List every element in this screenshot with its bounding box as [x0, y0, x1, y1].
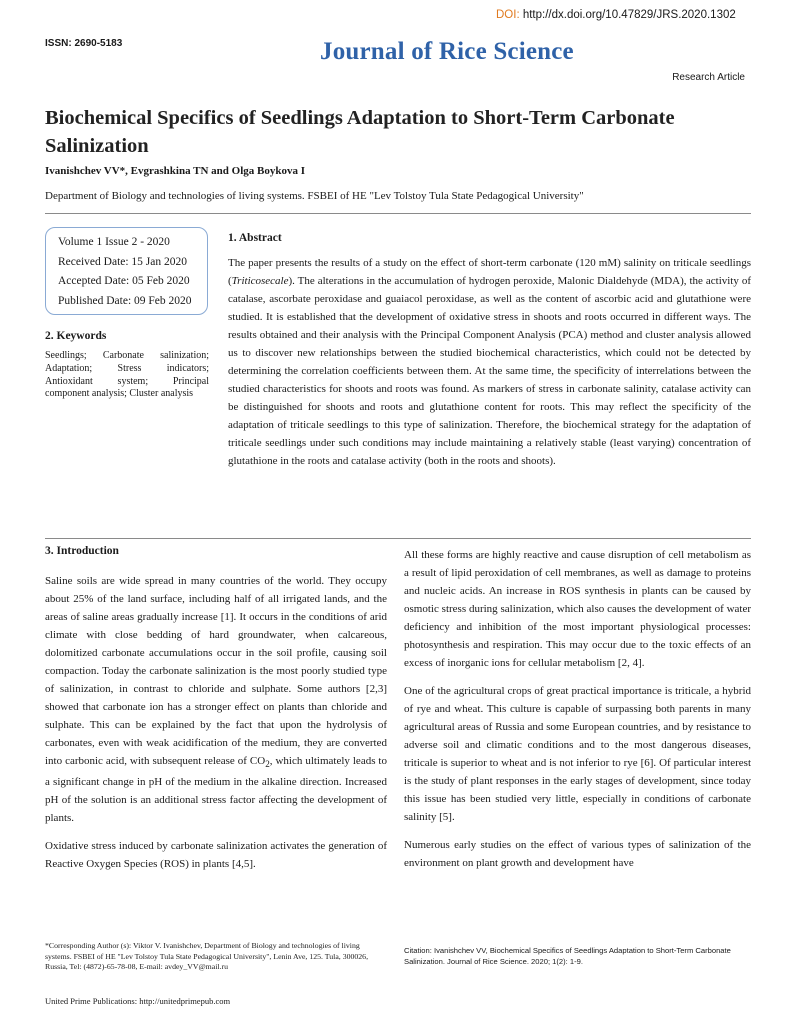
abstract-heading: 1. Abstract [228, 232, 282, 244]
intro-paragraph: Saline soils are wide spread in many countries of the world. They occupy about 25% of the land surface, including half of all irrigated lands, and the areas of saline areas gradually increase [1]. It occurs in the conditions of arid climate with close bedding of hard groundwater, when calcareous, dolomitized carbonate accumulations occur in the soil profile, causing soil compaction. Today the carbonate salinization is the most poorly studied type of salinization, in contrast to chloride and sulphate. Some authors [2,3] showed that carbonate ion has a stronger effect on plants than chloride and sulphate. This can be explained by the fact that upon the hydrolysis of carbonates, even with weak acidification of the medium, they are converted into carbonic acid, with subsequent release of $CO_2$, which ultimately leads to a significant change in pH of the medium in the alkaline direction. Increased pH of the solution is an additional stress factor affecting the development of plants. [45, 575, 387, 825]
dates-box [45, 227, 208, 315]
introduction-heading: 3. Introduction [45, 545, 119, 557]
intro-paragraph: All these forms are highly reactive and cause disruption of cell metabolism as a result of lipid peroxidation of cell membranes, as well as damage to proteins and nucleic acids. An increase in ROS synthesis in plants can be caused by osmotic stress during salinization, which also causes the development of water deficiency and inhibition of the most important physiological processes: photosynthesis and respiration. This may occur due to the toxic effects of an excess of inorganic ions for cellular metabolism [2, 4]. [404, 549, 751, 669]
volume-issue: Volume 1 Issue 2 - 2020 [58, 236, 170, 248]
citation: Citation: Ivanishchev VV, Biochemical Specifics of Seedlings Adaptation to Short-Term Carbonate Salinization. Journal of Rice Science. 2020; 1(2): 1-9. [404, 946, 731, 966]
publisher-footer: United Prime Publications: http://unitedprimepub.com [45, 996, 231, 1006]
abstract-text: The paper presents the results of a study on the effect of short-term carbonate (120 mM) salinity on triticale seedlings (Triticosecale). The alterations in the accumulation of hydrogen peroxide, Malonic Dialdehyde (MDA), the activity of catalase, ascorbate peroxidase and guaiacol peroxidase, as well as the content of ascorbic acid and glutathione were studied. It is established that the development of oxidative stress in shoots and roots occurred in different ways. The results obtained and their analysis with the Principal Component Analysis (PCA) method and cluster analysis allowed us to discover new relationships between the studied biochemical characteristics, which could not be detected by determining the correlation coefficients between them. At the same time, the specificity of interrelations between the studied characteristics for shoots and roots was found. As markers of stress in carbonate salinity, catalase activity can be distinguished for shoots and roots and glutathione content for roots. This may reflect the specificity of the adaptation of triticale seedlings to this type of salinization. Therefore, the biochemical strategy for the adaptation of triticale seedlings under such conditions may include maintaining a relatively stable (least varying) concentration of glutathione in the roots and catalase activity (both in the roots and shoots). [228, 257, 751, 467]
published-date: Published Date: 09 Feb 2020 [58, 294, 192, 307]
keywords-text: Seedlings; Carbonate salinization; Adaptation; Stress indicators; Antioxidant system; Principal component analysis; Cluster analysis [45, 350, 209, 400]
right-column [404, 546, 751, 882]
issn: ISSN: 2690-5183 [45, 38, 123, 49]
doi-link[interactable]: http://dx.doi.org/10.47829/JRS.2020.1302 [522, 9, 736, 21]
keywords-heading: 2. Keywords [45, 330, 107, 342]
divider [45, 538, 751, 539]
intro-paragraph: Oxidative stress induced by carbonate salinization activates the generation of Reactive Oxygen Species (ROS) in plants [4,5]. [45, 840, 387, 871]
article-type: Research Article [672, 72, 745, 83]
doi-line [496, 9, 736, 21]
affiliation: Department of Biology and technologies of living systems. FSBEI of HE "Lev Tolstoy Tula State Pedagogical University" [45, 190, 584, 202]
corresponding-author: *Corresponding Author (s): Viktor V. Ivanishchev, Department of Biology and technologies of living systems. FSBEI of HE "Lev Tolstoy Tula State Pedagogical University", Lenin Ave, 125. Tula, 300026, Russia, Tel: (4872)-65-78-08, E-mail: avdey_VV@mail.ru [45, 941, 369, 971]
journal-title: Journal of Rice Science [320, 38, 574, 65]
intro-paragraph: Numerous early studies on the effect of various types of salinization of the environment on plant growth and development have [404, 839, 751, 869]
received-date: Received Date: 15 Jan 2020 [58, 255, 188, 268]
doi-label: DOI: [496, 9, 520, 21]
divider [45, 213, 751, 214]
accepted-date: Accepted Date: 05 Feb 2020 [58, 275, 190, 287]
authors: Ivanishchev VV*, Evgrashkina TN and Olga Boykova I [45, 165, 305, 177]
paper-title: Biochemical Specifics of Seedlings Adaptation to Short-Term Carbonate Salinization [45, 107, 675, 157]
left-column [45, 572, 387, 883]
intro-paragraph: One of the agricultural crops of great practical importance is triticale, a hybrid of rye and wheat. This culture is capable of surpassing both parents in many agricultural areas of Russia and some European countries, and by resistance to adverse soil and climatic conditions and to the most dangerous diseases, triticale is superior to wheat and is not inferior to rye [6]. Of particular interest is the study of plant responses in the early stages of development, since today this issue has been studied very little, especially in conditions of carbonate salinity [5]. [404, 685, 751, 823]
